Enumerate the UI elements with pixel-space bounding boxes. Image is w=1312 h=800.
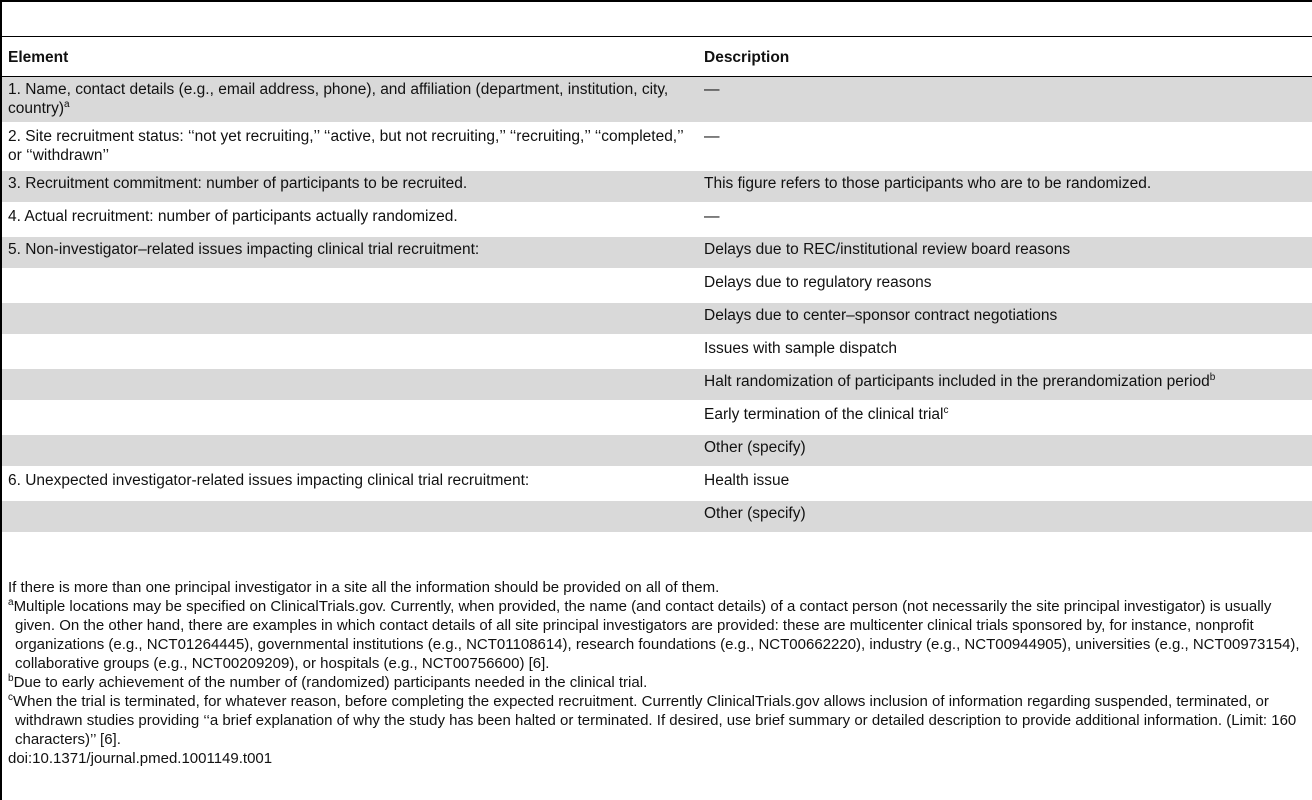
cell-description — [698, 435, 1312, 466]
cell-description-text: Health issue — [704, 471, 790, 489]
cell-element-text: 1. Name, contact details (e.g., email address, phone), and affiliation (department, institution, city, country) — [8, 81, 669, 117]
footnote-marker: c — [943, 404, 949, 416]
table-header-row — [2, 40, 1312, 77]
table-row — [2, 468, 1312, 499]
footnote-marker: b — [1209, 371, 1216, 383]
cell-description — [698, 303, 1312, 334]
table-row — [2, 237, 1312, 268]
cell-element — [2, 270, 698, 301]
table-row — [2, 270, 1312, 301]
footnote-text: Due to early achievement of the number of (randomized) participants needed in the clinical trial. — [13, 674, 648, 691]
cell-description-text: Other (specify) — [704, 438, 806, 456]
cell-element-text: 6. Unexpected investigator-related issues impacting clinical trial recruitment: — [8, 471, 530, 489]
cell-description-text: Halt randomization of participants included in the prerandomization period — [704, 372, 1210, 390]
cell-description — [698, 270, 1312, 301]
table-notes — [8, 578, 1312, 768]
cell-element — [2, 237, 698, 268]
column-header-element: Element — [2, 40, 698, 77]
cell-description-text: — — [704, 81, 720, 98]
cell-description-text: Issues with sample dispatch — [704, 339, 897, 357]
cell-description-text: Other (specify) — [704, 504, 806, 522]
cell-element-text: 3. Recruitment commitment: number of participants to be recruited. — [8, 174, 468, 192]
table-row — [2, 402, 1312, 433]
top-border-rule — [0, 0, 1312, 2]
footnote-marker: a — [64, 98, 70, 110]
data-table — [2, 40, 1312, 532]
cell-element — [2, 468, 698, 499]
cell-description — [698, 336, 1312, 367]
cell-description — [698, 204, 1312, 235]
footnote-mark: c — [8, 692, 13, 703]
cell-description-text: — — [704, 127, 720, 145]
column-header-description: Description — [698, 40, 1312, 77]
footnote-b — [8, 673, 1312, 692]
footnote-a — [8, 597, 1312, 673]
cell-description — [698, 501, 1312, 532]
table-row — [2, 303, 1312, 334]
cell-element — [2, 435, 698, 466]
cell-description — [698, 171, 1312, 202]
table-row — [2, 369, 1312, 400]
cell-description-text: — — [704, 207, 720, 225]
cell-element — [2, 402, 698, 433]
footnotes — [8, 597, 1312, 749]
cell-description — [698, 124, 1312, 169]
cell-description — [698, 402, 1312, 433]
cell-description-text: Early termination of the clinical trial — [704, 405, 944, 423]
table-row — [2, 204, 1312, 235]
footnote-mark: b — [8, 673, 14, 684]
cell-element — [2, 171, 698, 202]
table-row — [2, 171, 1312, 202]
table-row — [2, 77, 1312, 122]
cell-description — [698, 77, 1312, 122]
footnote-text: When the trial is terminated, for whatever reason, before completing the expected recruitment. Currently ClinicalTrials.gov allows inclusion of information regarding suspended, terminated, or withdrawn studies providing ‘‘a brief explanation of why the study has been halted or terminated. If desired, use brief summary or detailed description to provide additional information. (Limit: 160 characters)’’ [6]. — [13, 693, 1297, 748]
general-note: If there is more than one principal investigator in a site all the information should be provided on all of them. — [8, 579, 720, 596]
cell-description — [698, 468, 1312, 499]
cell-element — [2, 124, 698, 169]
cell-description-text: Delays due to regulatory reasons — [704, 273, 932, 291]
cell-element — [2, 369, 698, 400]
cell-element-text: 4. Actual recruitment: number of participants actually randomized. — [8, 207, 458, 225]
cell-element — [2, 303, 698, 334]
footnote-mark: a — [8, 597, 14, 608]
cell-element — [2, 336, 698, 367]
cell-description — [698, 237, 1312, 268]
cell-element — [2, 204, 698, 235]
cell-description-text: Delays due to REC/institutional review board reasons — [704, 240, 1071, 258]
table-row — [2, 124, 1312, 169]
cell-description-text: Delays due to center–sponsor contract negotiations — [704, 306, 1058, 324]
table-row — [2, 435, 1312, 466]
table-row — [2, 501, 1312, 532]
table-row — [2, 336, 1312, 367]
cell-element-text: 2. Site recruitment status: ‘‘not yet recruiting,’’ ‘‘active, but not recruiting,’’ ‘‘recruiting,’’ ‘‘completed,’’ or ‘‘withdrawn’’ — [8, 127, 684, 164]
cell-description-text: This figure refers to those participants who are to be randomized. — [704, 174, 1152, 192]
footnote-text: Multiple locations may be specified on ClinicalTrials.gov. Currently, when provided, the name (and contact details) of a contact person (not necessarily the site principal investigator) is usually given. On the other hand, there are examples in which contact details of all site principal investigators are provided: these are multicenter clinical trials sponsored by, for instance, nonprofit organizations (e.g., NCT01264445), governmental institutions (e.g., NCT01108614), research foundations (e.g., NCT00662220), industry (e.g., NCT00944905), universities (e.g., NCT00973154), collaborative groups (e.g., NCT00209209), or hospitals (e.g., NCT00756600) [6]. — [13, 598, 1300, 672]
cell-element-text: 5. Non-investigator–related issues impacting clinical trial recruitment: — [8, 240, 480, 258]
cell-description — [698, 369, 1312, 400]
caption-rule — [0, 36, 1312, 37]
doi-label: doi:10.1371/journal.pmed.1001149.t001 — [8, 750, 273, 767]
cell-element — [2, 501, 698, 532]
footnote-c — [8, 692, 1312, 749]
cell-element — [2, 77, 698, 122]
